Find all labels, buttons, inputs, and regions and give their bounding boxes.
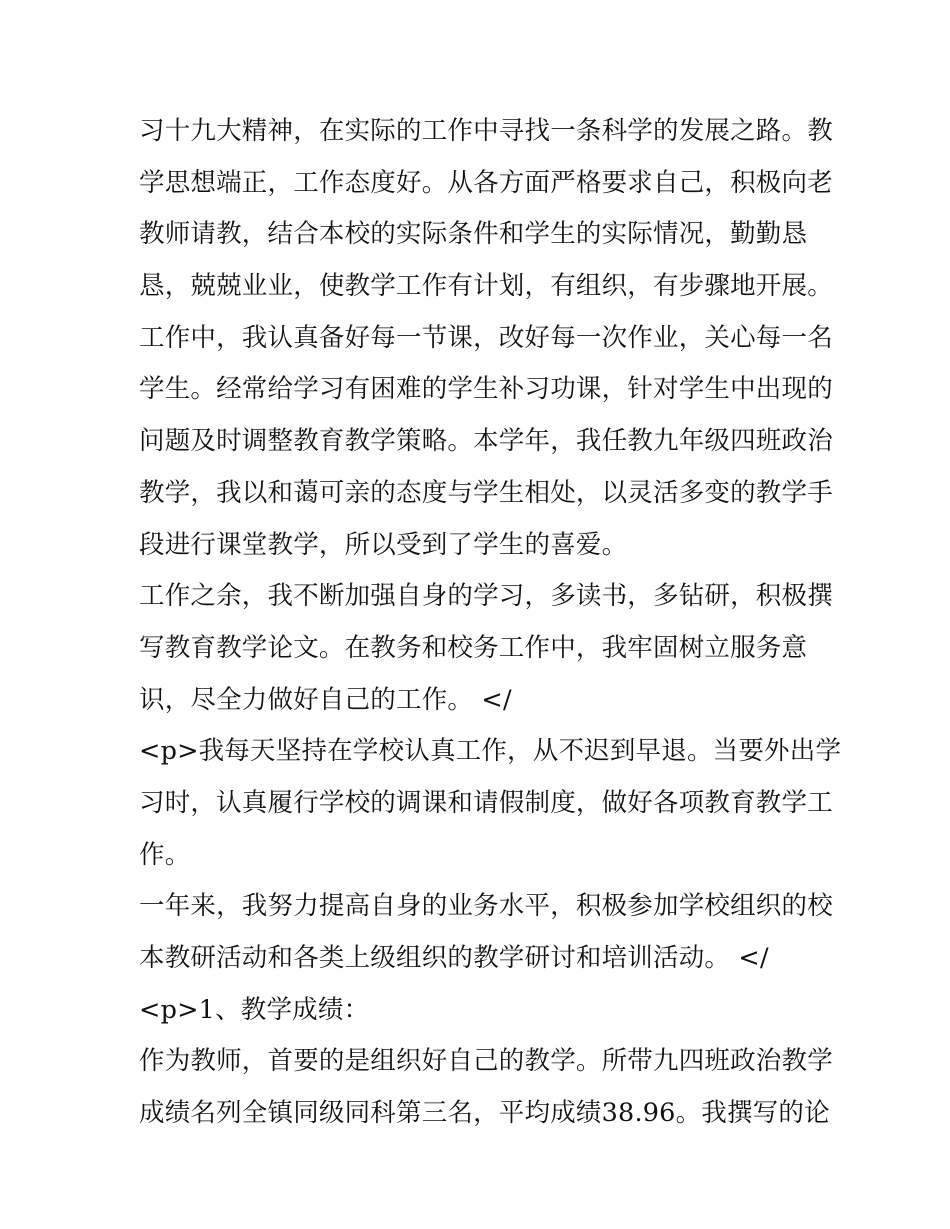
text-line: 学思想端正，工作态度好。从各方面严格要求自己，积极向老 [139,167,833,198]
text-line: 写教育教学论文。在教务和校务工作中，我牢固树立服务意 [139,632,808,663]
text-line: 本教研活动和各类上级组织的教学研讨和培训活动。 </ [139,943,769,973]
text-line: 识，尽全力做好自己的工作。 </ [139,684,512,715]
text-line: 问题及时调整教育教学策略。本学年，我任教九年级四班政治 [139,426,833,457]
text-line: 一年来，我努力提高自身的业务水平，积极参加学校组织的校 [139,891,833,922]
text-line: 恳，兢兢业业，使教学工作有计划，有组织，有步骤地开展。 [139,271,833,302]
text-line: <p>我每天坚持在学校认真工作，从不迟到早退。当要外出学 [139,736,842,767]
text-line: 教师请教，结合本校的实际条件和学生的实际情况，勤勤恳 [139,219,808,250]
text-line: <p>1、教学成绩： [139,994,370,1025]
text-line: 学生。经常给学习有困难的学生补习功课，针对学生中出现的 [139,374,833,405]
text-line: 作为教师，首要的是组织好自己的教学。所带九四班政治教学 [139,1046,833,1077]
text-line: 作。 [139,839,191,870]
text-line: 段进行课堂教学，所以受到了学生的喜爱。 [139,529,628,560]
text-line: 教学，我以和蔼可亲的态度与学生相处，以灵活多变的教学手 [139,477,833,508]
text-line: 工作之余，我不断加强自身的学习，多读书，多钻研，积极撰 [139,581,833,612]
text-line: 习十九大精神，在实际的工作中寻找一条科学的发展之路。教 [139,116,833,146]
text-line: 习时，认真履行学校的调课和请假制度，做好各项教育教学工 [139,787,833,818]
text-line: 成绩名列全镇同级同科第三名，平均成绩38.96。我撰写的论 [139,1098,830,1129]
body-text [139,106,842,1140]
text-line: 工作中，我认真备好每一节课，改好每一次作业，关心每一名 [139,322,833,353]
